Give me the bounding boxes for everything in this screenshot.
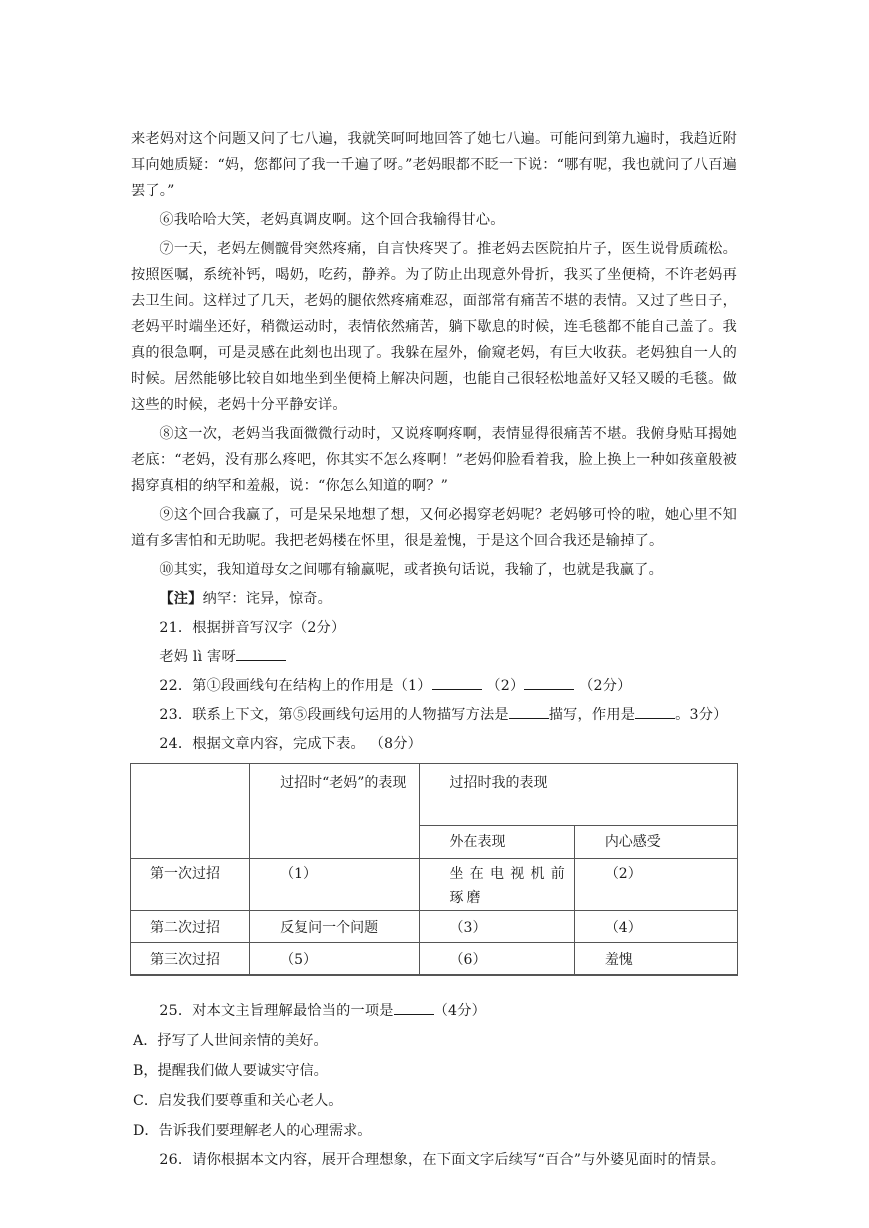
row-label-cell: 第三次过招 (131, 943, 250, 976)
row-label-cell: 第一次过招 (131, 859, 250, 911)
paragraph-7: ⑦一天，老妈左侧髋骨突然疼痛，自言快疼哭了。推老妈去医院拍片子，医生说骨质疏松。按照医嘱，系统补钙，喝奶，吃药，静养。为了防止出现意外骨折，我买了坐便椅，不许老妈再去卫生间。这样过了几天，老妈的腿依然疼痛难忍，面部常有痛苦不堪的表情。又过了些日子，老妈平时端坐还好，稍微运动时，表情依然痛苦，躺下歇息的时候，连毛毯都不能自己盖了。我真的很急啊，可是灵感在此刻也出现了。我躲在屋外，偷窥老妈，有巨大收获。老妈独自一人的时候。居然能够比较自如地坐到坐便椅上解决问题，也能自己很轻松地盖好又轻又暖的毛毯。做这些的时候，老妈十分平静安详。 (131, 241, 737, 413)
header-inner-cell: 内心感受 (574, 826, 737, 859)
question-24: 24．根据文章内容，完成下表。 （8分） (159, 736, 422, 752)
answer-blank-22-2[interactable] (524, 674, 574, 690)
question-23-middle: 描写，作用是 (548, 707, 636, 723)
paragraph-continued: 来老妈对这个问题又问了七八遍，我就笑呵呵地回答了她七八遍。可能问到第九遍时，我趋近附耳向她质疑：“妈，您都问了我一千遍了呀。”老妈眼都不眨一下说：“哪有呢，我也就问了八百遍罢了。” (131, 131, 737, 199)
answer-blank-23-2[interactable] (635, 703, 675, 719)
paragraph-6: ⑥我哈哈大笑，老妈真调皮啊。这个回合我输得甘心。 (159, 212, 505, 228)
table-header-row (131, 764, 738, 826)
table-row (131, 859, 738, 911)
mom-cell[interactable]: 反复问一个问题 (250, 911, 419, 943)
inner-cell[interactable]: 羞愧 (574, 943, 737, 976)
paragraph-9: ⑨这个回合我赢了，可是呆呆地想了想，又何必揭穿老妈呢？老妈够可怜的啦，她心里不知道有多害怕和无助呢。我把老妈楼在怀里，很是羞愧，于是这个回合我还是输掉了。 (131, 507, 737, 549)
answer-blank-21[interactable] (236, 645, 286, 661)
question-23-text: 23．联系上下文，第⑤段画线句运用的人物描写方法是 (159, 707, 509, 723)
answer-table-wrapper (130, 763, 737, 976)
question-22-score: （2分） (579, 678, 632, 694)
table-row (131, 911, 738, 943)
inner-cell[interactable]: （4） (574, 911, 737, 943)
option-c[interactable]: C．启发我们要尊重和关心老人。 (133, 1093, 343, 1109)
outer-cell[interactable]: 坐在电视机前琢磨 (419, 859, 574, 911)
answer-blank-23-1[interactable] (509, 703, 549, 719)
question-25 (131, 998, 737, 1024)
question-21-answer-line (131, 644, 737, 670)
mom-cell[interactable]: （5） (250, 943, 419, 976)
note-text: 纳罕：诧异，惊奇。 (202, 591, 333, 607)
document-page (131, 126, 737, 1173)
outer-cell[interactable]: （6） (419, 943, 574, 976)
question-23 (131, 702, 737, 728)
answer-blank-22-1[interactable] (432, 674, 482, 690)
question-23-tail: 。3分） (675, 707, 728, 723)
question-25-text: 25．对本文主旨理解最恰当的一项是 (159, 1003, 394, 1019)
row-label-cell: 第二次过招 (131, 911, 250, 943)
header-mom-cell: 过招时“老妈”的表现 (250, 764, 419, 859)
pinyin-prompt: 老妈 lì 害呀 (159, 649, 236, 665)
question-26: 26．请你根据本文内容，展开合理想象，在下面文字后续写“百合”与外婆见面时的情景。 (159, 1152, 726, 1168)
mom-cell[interactable]: （1） (250, 859, 419, 911)
inner-cell[interactable]: （2） (574, 859, 737, 911)
header-outer-cell: 外在表现 (419, 826, 574, 859)
question-22-part2: （2） (486, 678, 525, 694)
option-a[interactable]: A．抒写了人世间亲情的美好。 (133, 1033, 328, 1049)
question-22 (131, 673, 737, 699)
answer-blank-25[interactable] (394, 999, 434, 1015)
outer-cell[interactable]: （3） (419, 911, 574, 943)
note-label: 【注】 (159, 591, 203, 607)
option-d[interactable]: D．告诉我们要理解老人的心理需求。 (133, 1123, 372, 1139)
table-row (131, 943, 738, 976)
header-me-cell: 过招时我的表现 (419, 764, 737, 826)
option-b[interactable]: B，提醒我们做人要诚实守信。 (133, 1063, 328, 1079)
question-21: 21．根据拼音写汉字（2分） (159, 620, 346, 636)
annotation-note (131, 586, 737, 612)
question-22-text: 22．第①段画线句在结构上的作用是（1） (159, 678, 432, 694)
paragraph-8: ⑧这一次，老妈当我面微微行动时，又说疼啊疼啊，表情显得很痛苦不堪。我俯身贴耳揭她老底：“老妈，没有那么疼吧，你其实不怎么疼啊！”老妈仰脸看着我，脸上换上一种如孩童般被揭穿真相的纳罕和羞赧，说：“你怎么知道的啊？” (131, 426, 737, 494)
question-25-score: （4分） (433, 1003, 487, 1019)
paragraph-10: ⑩其实，我知道母女之间哪有输赢呢，或者换句话说，我输了，也就是我赢了。 (159, 562, 663, 578)
table-corner-cell (131, 764, 250, 859)
answer-table (130, 763, 738, 976)
